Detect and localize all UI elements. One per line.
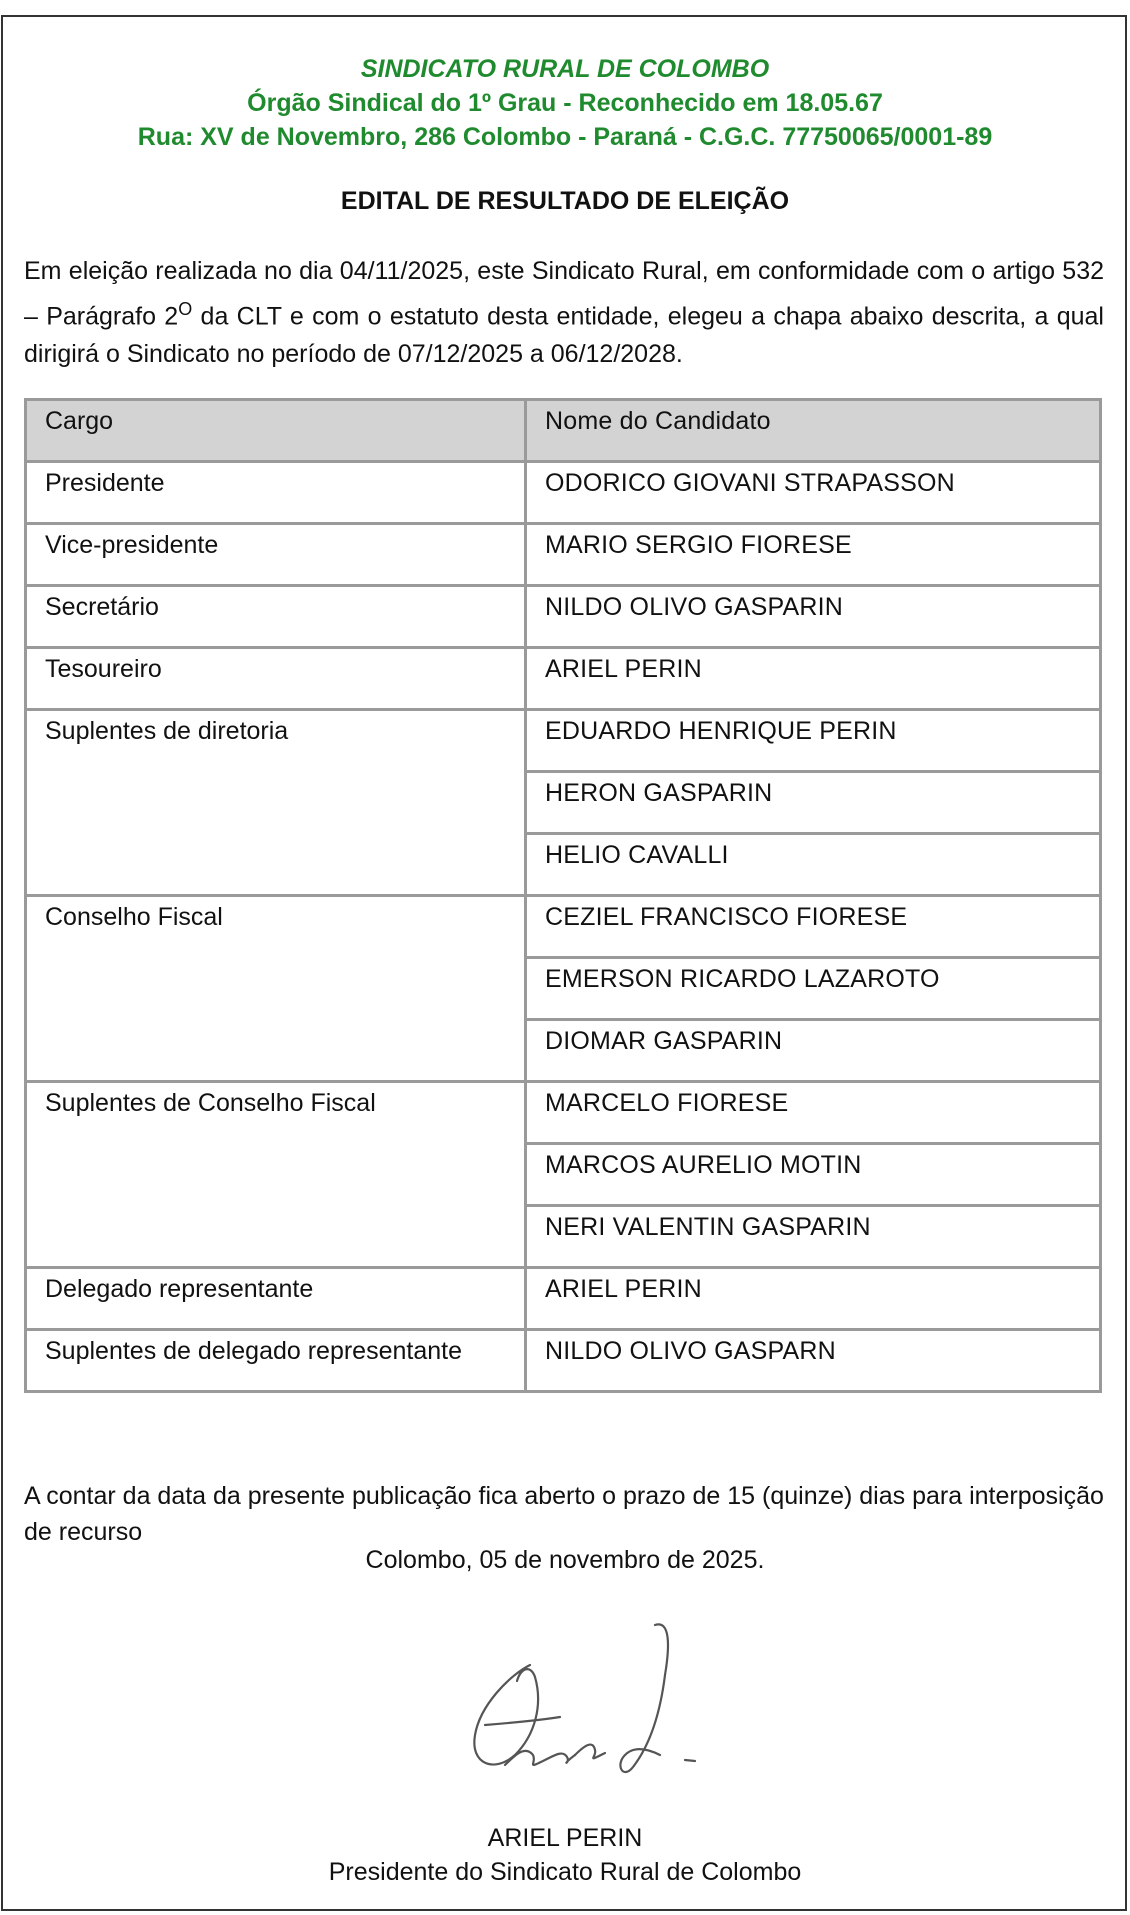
candidate-cell [526, 1268, 1101, 1330]
candidate-cell [526, 648, 1101, 710]
table-row [26, 524, 1101, 586]
cargo-cell [26, 710, 526, 896]
candidate-cell [526, 1020, 1101, 1082]
place-date: Colombo, 05 de novembro de 2025. [365, 1546, 765, 1574]
cargo-cell [26, 586, 526, 648]
cargo-cell [26, 1082, 526, 1268]
table-row [26, 710, 1101, 772]
header-cargo: Cargo [26, 400, 526, 462]
cargo-label: Suplentes de diretoria [45, 717, 289, 745]
candidate-name: MARIO SERGIO FIORESE [545, 531, 852, 559]
candidate-cell [526, 1206, 1101, 1268]
candidate-cell [526, 772, 1101, 834]
intro-superscript: O [178, 299, 193, 319]
election-results-table [24, 398, 1102, 1393]
signer-name: ARIEL PERIN [487, 1824, 643, 1852]
candidate-name: EDUARDO HENRIQUE PERIN [545, 717, 897, 745]
union-recognition: Órgão Sindical do 1º Grau - Reconhecido em 18.05.67 [247, 89, 883, 117]
cargo-label: Suplentes de Conselho Fiscal [45, 1089, 376, 1117]
table-row [26, 896, 1101, 958]
cargo-label: Vice-presidente [45, 531, 219, 559]
cargo-cell [26, 648, 526, 710]
table-row [26, 1268, 1101, 1330]
candidate-name: MARCELO FIORESE [545, 1089, 789, 1117]
candidate-name: CEZIEL FRANCISCO FIORESE [545, 903, 908, 931]
candidate-cell [526, 958, 1101, 1020]
union-name: SINDICATO RURAL DE COLOMBO [360, 55, 770, 83]
candidate-cell [526, 896, 1101, 958]
candidate-name: DIOMAR GASPARIN [545, 1027, 783, 1055]
signature-image [455, 1605, 715, 1795]
candidate-cell [526, 1330, 1101, 1392]
candidate-name: NERI VALENTIN GASPARIN [545, 1213, 871, 1241]
cargo-label: Delegado representante [45, 1275, 314, 1303]
candidate-cell [526, 462, 1101, 524]
table-row [26, 648, 1101, 710]
table-row [26, 1082, 1101, 1144]
header-candidate: Nome do Candidato [526, 400, 1101, 462]
cargo-label: Suplentes de delegado representante [45, 1337, 462, 1365]
candidate-name: NILDO OLIVO GASPARN [545, 1337, 836, 1365]
cargo-cell [26, 1268, 526, 1330]
cargo-cell [26, 1330, 526, 1392]
cargo-label: Conselho Fiscal [45, 903, 223, 931]
candidate-name: ARIEL PERIN [545, 655, 702, 683]
signer-role: Presidente do Sindicato Rural de Colombo [328, 1858, 802, 1886]
union-address: Rua: XV de Novembro, 286 Colombo - Paraná - C.G.C. 77750065/0001-89 [137, 123, 993, 151]
table-header-row [26, 400, 1101, 462]
candidate-name: NILDO OLIVO GASPARIN [545, 593, 844, 621]
candidate-cell [526, 586, 1101, 648]
candidate-cell [526, 834, 1101, 896]
candidate-name: ODORICO GIOVANI STRAPASSON [545, 469, 955, 497]
candidate-cell [526, 524, 1101, 586]
intro-paragraph [24, 252, 1104, 373]
cargo-cell [26, 896, 526, 1082]
cargo-label: Presidente [45, 469, 165, 497]
candidate-cell [526, 1082, 1101, 1144]
closing-paragraph: A contar da data da presente publicação fica aberto o prazo de 15 (quinze) dias para interposição de recurso [24, 1482, 1104, 1546]
cargo-cell [26, 462, 526, 524]
candidate-name: MARCOS AURELIO MOTIN [545, 1151, 862, 1179]
candidate-name: EMERSON RICARDO LAZAROTO [545, 965, 940, 993]
table-row [26, 1330, 1101, 1392]
cargo-label: Tesoureiro [45, 655, 162, 683]
cargo-cell [26, 524, 526, 586]
intro-text-end: da CLT e com o estatuto desta entidade, elegeu a chapa abaixo descrita, a qual dirigirá o Sindicato no período de 07/12/2025 a 06/12/2028. [24, 302, 1104, 369]
table-row [26, 586, 1101, 648]
candidate-name: HERON GASPARIN [545, 779, 773, 807]
candidate-name: HELIO CAVALLI [545, 841, 729, 869]
document-title: EDITAL DE RESULTADO DE ELEIÇÃO [340, 187, 790, 215]
candidate-cell [526, 1144, 1101, 1206]
cargo-label: Secretário [45, 593, 159, 621]
candidate-cell [526, 710, 1101, 772]
candidate-name: ARIEL PERIN [545, 1275, 702, 1303]
intro-text-start: Em eleição realizada no dia 04/11/2025, este Sindicato Rural, em conformidade com o artigo 532 – Parágrafo 2 [24, 257, 1104, 331]
table-row [26, 462, 1101, 524]
